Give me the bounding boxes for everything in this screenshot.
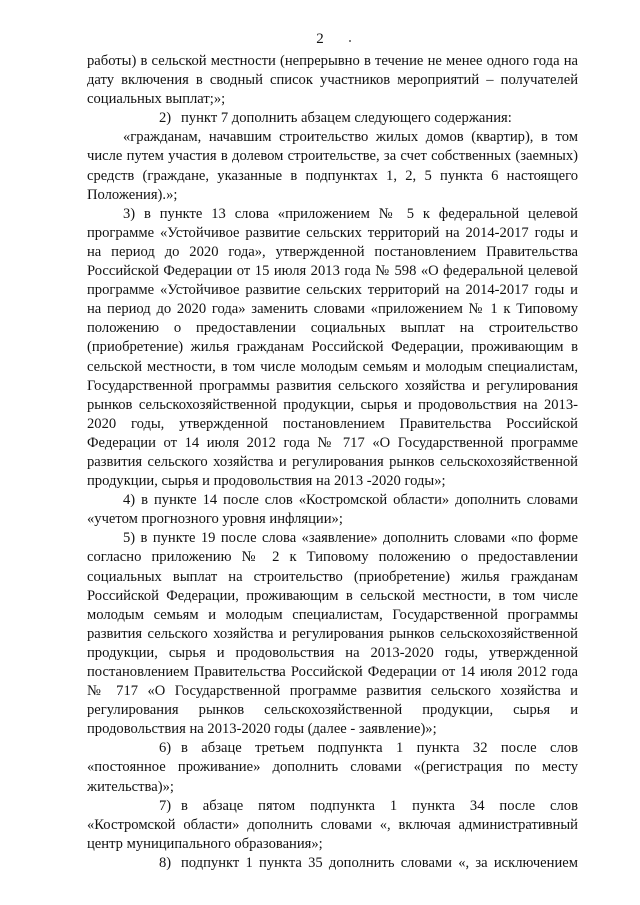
page-number: 2 [316,31,324,47]
item-number: 2) [159,110,172,127]
item-text: в абзаце третьем подпункта 1 пункта 32 после слов «постоянное проживание» дополнить словами «(регистрация по месту жительства)»; [87,740,578,795]
item-text: подпункт 1 пункта 35 дополнить словами «, за исключением [181,854,578,871]
item-text: пункт 7 дополнить абзацем следующего содержания: [181,110,512,127]
paragraph-item-5: 5) в пункте 19 после слова «заявление» дополнить словами «по форме согласно приложению № 2 к Типовому положению о предоставлении социальных выплат на строительство (приобретение) жилья гражданам Российской Федерации, проживающим в сельской местности, в том числе молодым семьям и молодым специалистам, Государственной программы развития сельского хозяйства и регулирования рынков сельскохозяйственной продукции, сырья и продовольствия на 2013-2020 годы, утвержденной постановлением Правительства Российской Федерации от 14 июля 2012 года № 717 «О Государственной программе развития сельского хозяйства и регулирования рынков сельскохозяйственной продукции, сырья и продовольствия на 2013-2020 годы (далее - заявление)»; [87,530,578,738]
paragraph-quote: «гражданам, начавшим строительство жилых домов (квартир), в том числе путем участия в долевом строительстве, за счет собственных (заемных) средств (граждане, указанные в подпунктах 1, 2, 5 пункта 6 настоящего Положения).»; [87,129,578,203]
paragraph-item-7 [87,797,578,854]
item-number: 7) [159,797,172,814]
paragraph-item-3: 3) в пункте 13 слова «приложением № 5 к федеральной целевой программе «Устойчивое развитие сельских территорий на 2014-2017 годы и на период до 2020 года», утвержденной постановлением Правительства Российской Федерации от 15 июля 2013 года № 598 «О федеральной целевой программе «Устойчивое развитие сельских территорий на 2014-2017 годы и на период до 2020 года» заменить словами «приложением № 1 к Типовому положению о предоставлении социальных выплат на строительство (приобретение) жилья гражданам Российской Федерации, проживающим в сельской местности, в том числе молодым семьям и молодым специалистам, Государственной программы развития сельского хозяйства и регулирования рынков сельскохозяйственной продукции, сырья и продовольствия на 2013-2020 годы, утвержденной постановлением Правительства Российской Федерации от 14 июля 2012 года № 717 «О Государственной программе развития сельского хозяйства и регулирования рынков сельскохозяйственной продукции, сырья и продовольствия на 2013 -2020 годы»; [87,205,578,490]
item-text: в абзаце пятом подпункта 1 пункта 34 после слов «Костромской области» дополнить словами «, включая административный центр муниципального образования»; [87,797,578,852]
paragraph-item-4: 4) в пункте 14 после слов «Костромской области» дополнить словами «учетом прогнозного уровня инфляции»; [87,492,578,528]
item-number: 6) [159,740,172,757]
paragraph-item-8 [87,854,578,873]
item-number: 8) [159,854,172,871]
document-body [87,52,578,873]
paragraph-continuation: работы) в сельской местности (непрерывно в течение не менее одного года на дату включения в сводный список участников мероприятий – получателей социальных выплат;»; [87,53,578,108]
paragraph-item-2 [87,109,578,128]
paragraph-item-6 [87,739,578,796]
scan-speck [349,40,351,42]
